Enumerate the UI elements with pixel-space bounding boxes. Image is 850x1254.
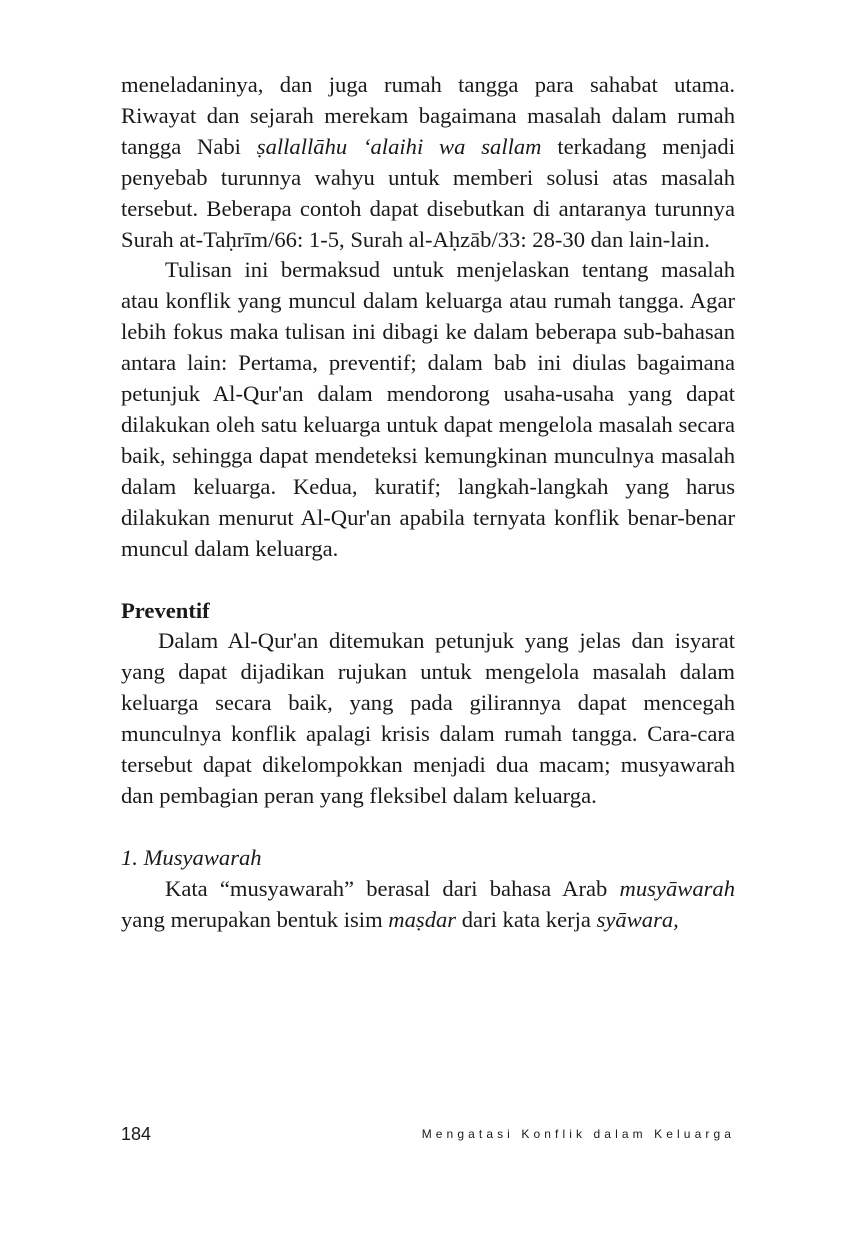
- paragraph-1: [121, 70, 735, 255]
- paragraph-3: Dalam Al-Qur'an ditemukan petunjuk yang jelas dan isyarat yang dapat dijadikan rujukan untuk mengelola masalah dalam keluarga secara baik, yang pada gilirannya dapat mencegah munculnya konflik apalagi krisis dalam rumah tangga. Cara-cara tersebut dapat dikelompokkan menjadi dua macam; musyawarah dan pembagian peran yang fleksibel dalam keluarga.: [121, 628, 735, 808]
- paragraph-4-italic-2: maṣdar: [388, 906, 457, 932]
- paragraph-2: Tulisan ini bermaksud untuk menjelaskan tentang masalah atau konflik yang muncul dalam keluarga atau rumah tangga. Agar lebih fokus maka tulisan ini dibagi ke dalam beberapa sub-bahasan antara lain: Pertama, preventif; dalam bab ini diulas bagaimana petunjuk Al-Qur'an dalam mendorong usaha-usaha yang dapat dilakukan oleh satu keluarga untuk dapat mengelola masalah secara baik, sehingga dapat mendeteksi kemungkinan munculnya masalah dalam keluarga. Kedua, kuratif; langkah-langkah yang harus dilakukan menurut Al-Qur'an apabila ternyata konflik benar-benar muncul dalam keluarga.: [121, 257, 735, 561]
- paragraph-4-italic-3: syāwara,: [596, 906, 679, 932]
- section-heading: Preventif: [121, 597, 210, 623]
- page-body: [121, 70, 735, 936]
- paragraph-1-rest: terkadang menjadi penyebab turunnya wahyu untuk memberi solusi atas masalah tersebut. Beberapa contoh dapat disebutkan di antaranya turunnya Surah at-Taḥrīm/66: 1-5, Surah al-Aḥzāb/33: 28-30 dan lain-lain.: [121, 133, 735, 252]
- paragraph-4-italic-1: musyāwarah: [619, 875, 735, 901]
- running-title: Mengatasi Konflik dalam Keluarga: [421, 1127, 735, 1141]
- paragraph-1-italic: ṣallallāhu ‘alaihi wa sallam: [256, 133, 542, 159]
- paragraph-1-text: meneladaninya, dan juga rumah tangga para sahabat utama. Riwayat dan sejarah merekam bagaimana masalah dalam rumah tangga Nabi: [121, 72, 735, 159]
- subsection-heading: 1. Musyawarah: [121, 844, 262, 870]
- paragraph-4-text-b: yang merupakan bentuk isim: [121, 906, 389, 932]
- page-footer: [121, 1122, 735, 1146]
- paragraph-4-text-a: Kata “musyawarah” berasal dari bahasa Arab: [165, 875, 620, 901]
- paragraph-4-text-c: dari kata kerja: [456, 906, 597, 932]
- page-number: 184: [121, 1124, 152, 1144]
- paragraph-4: [121, 874, 735, 936]
